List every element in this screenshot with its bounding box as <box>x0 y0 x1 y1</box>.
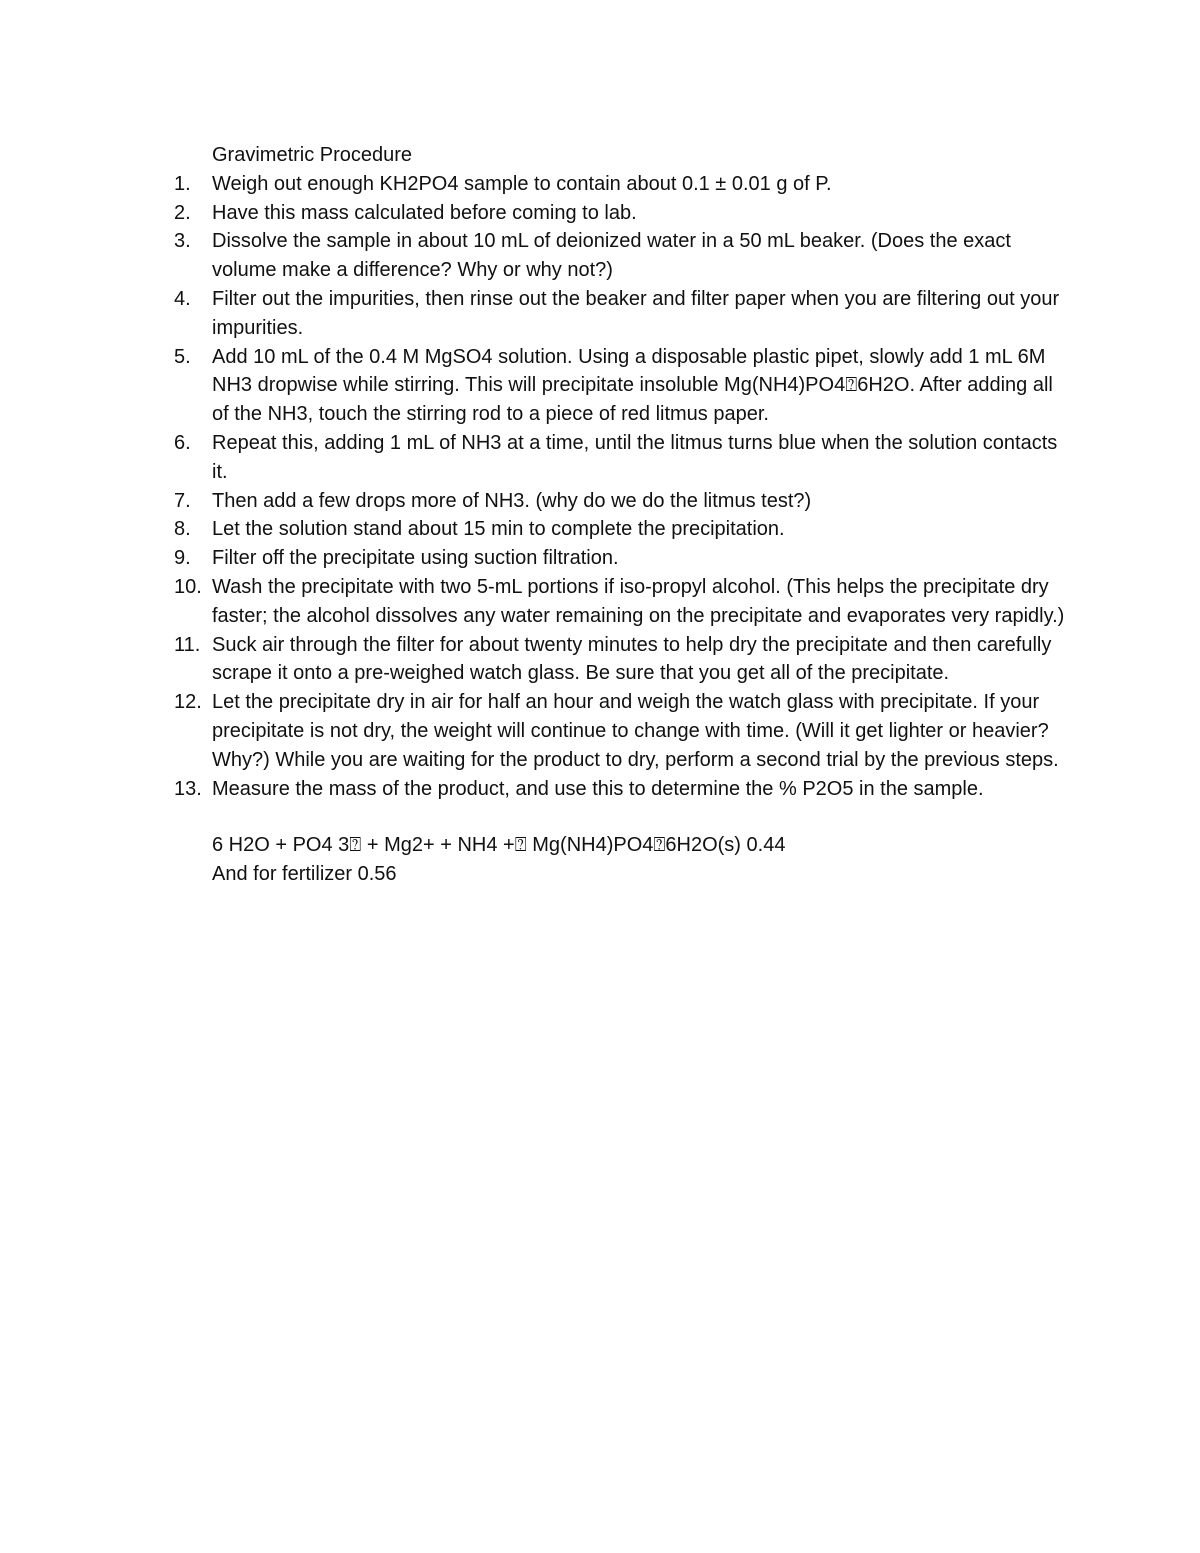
step-text: Add 10 mL of the 0.4 M MgSO4 solution. Using a disposable plastic pipet, slowly add 1 mL 6M NH3 dropwise while stirring. This will precipitate insoluble Mg(NH4)PO4⍰6H2O. After adding all of the NH3, touch the stirring rod to a piece of red litmus paper. <box>212 345 1053 426</box>
step-item <box>174 199 1072 228</box>
document-title: Gravimetric Procedure <box>212 144 413 166</box>
step-item <box>174 775 1072 804</box>
step-number: 8. <box>174 518 191 541</box>
step-text: Filter out the impurities, then rinse out the beaker and filter paper when you are filtering out your impurities. <box>212 287 1060 339</box>
step-number: 5. <box>174 345 191 368</box>
step-text: Suck air through the filter for about twenty minutes to help dry the precipitate and then carefully scrape it onto a pre-weighed watch glass. Be sure that you get all of the precipitate. <box>212 633 1052 685</box>
step-number: 6. <box>174 431 191 454</box>
step-text: Weigh out enough KH2PO4 sample to contain about 0.1 ± 0.01 g of P. <box>212 172 832 195</box>
step-number: 7. <box>174 489 191 512</box>
step-item <box>174 544 1072 573</box>
step-number: 3. <box>174 230 191 253</box>
step-item <box>174 429 1072 487</box>
step-item <box>174 573 1072 631</box>
step-item <box>174 631 1072 689</box>
step-item <box>174 688 1072 774</box>
equation-block <box>212 831 1072 889</box>
step-text: Then add a few drops more of NH3. (why do we do the litmus test?) <box>212 489 812 512</box>
step-number: 10. <box>174 575 202 598</box>
step-text: Filter off the precipitate using suction filtration. <box>212 547 619 570</box>
step-item <box>174 343 1072 429</box>
step-item <box>174 515 1072 544</box>
step-number: 4. <box>174 287 191 310</box>
step-text: Wash the precipitate with two 5-mL portions if iso-propyl alcohol. (This helps the precipitate dry faster; the alcohol dissolves any water remaining on the precipitate and evaporates very rapidly.) <box>212 575 1065 627</box>
step-number: 9. <box>174 547 191 570</box>
document-body <box>174 141 1072 889</box>
step-text: Let the precipitate dry in air for half an hour and weigh the watch glass with precipitate. If your precipitate is not dry, the weight will continue to change with time. (Will it get lighter or heavier? Why?) While you are waiting for the product to dry, perform a second trial by the previous steps. <box>212 691 1059 771</box>
step-text: Measure the mass of the product, and use this to determine the % P2O5 in the sample. <box>212 777 984 800</box>
step-text: Repeat this, adding 1 mL of NH3 at a time, until the litmus turns blue when the solution contacts it. <box>212 431 1058 483</box>
reaction-equation: 6 H2O + PO4 3⍰ + Mg2+ + NH4 +⍰ Mg(NH4)PO4⍰6H2O(s) 0.44 <box>212 834 786 857</box>
step-item <box>174 285 1072 343</box>
step-item <box>174 227 1072 285</box>
procedure-steps <box>174 170 1072 804</box>
step-text: Dissolve the sample in about 10 mL of deionized water in a 50 mL beaker. (Does the exact volume make a difference? Why or why not?) <box>212 230 1011 282</box>
step-number: 11. <box>174 633 201 656</box>
step-number: 13. <box>174 777 202 800</box>
step-item <box>174 170 1072 199</box>
step-text: Let the solution stand about 15 min to complete the precipitation. <box>212 518 785 541</box>
step-text: Have this mass calculated before coming to lab. <box>212 201 637 224</box>
step-item <box>174 487 1072 516</box>
fertilizer-note: And for fertilizer 0.56 <box>212 863 397 886</box>
step-number: 2. <box>174 201 191 224</box>
step-number: 12. <box>174 691 202 714</box>
step-number: 1. <box>174 172 191 195</box>
